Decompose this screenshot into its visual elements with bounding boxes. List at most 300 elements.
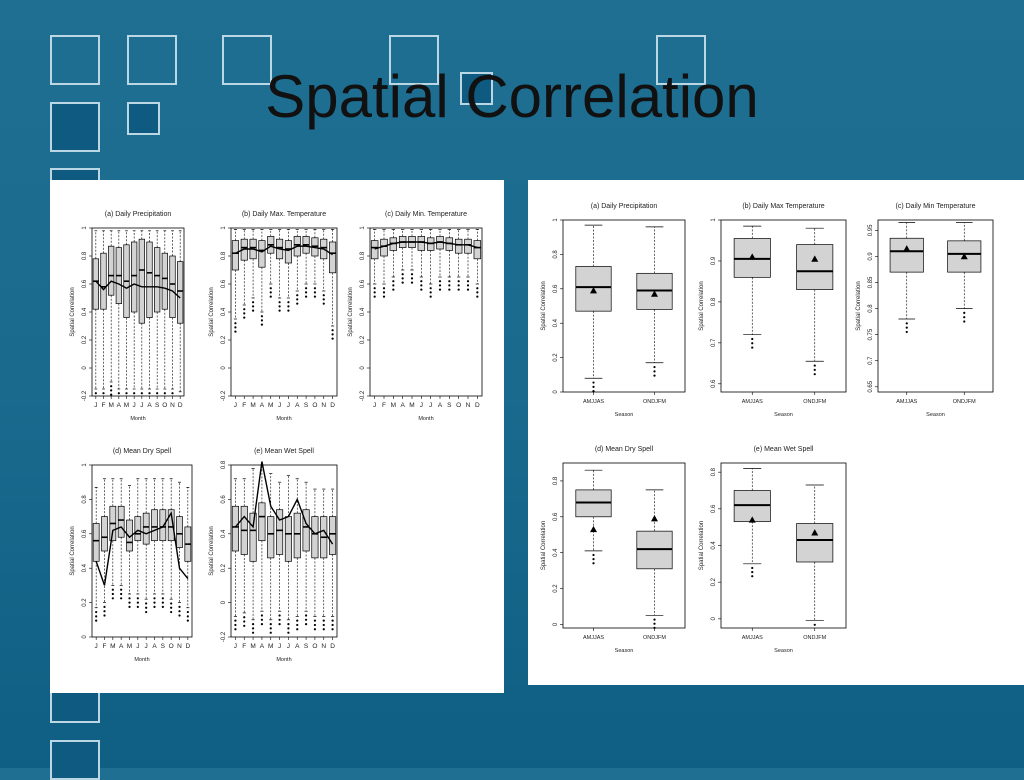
x-tick-label: J xyxy=(277,643,282,650)
outlier-point xyxy=(243,620,245,622)
outlier-point xyxy=(153,602,155,604)
chart-8 xyxy=(856,203,993,418)
y-tick-label: 0.6 xyxy=(221,279,227,289)
outlier-point xyxy=(120,593,122,595)
outlier-point xyxy=(112,593,114,595)
outlier-point xyxy=(278,619,280,621)
outlier-point xyxy=(243,312,245,314)
x-tick-label: M xyxy=(126,643,133,650)
box xyxy=(143,513,149,544)
outlier-point xyxy=(392,284,394,286)
outlier-point xyxy=(148,392,150,394)
outlier-point xyxy=(270,287,272,289)
outlier-point xyxy=(374,291,376,293)
y-axis-label: Spatial Correlation xyxy=(541,281,547,331)
y-tick-label: 0.7 xyxy=(868,356,874,365)
y-tick-label: 0 xyxy=(82,366,88,370)
y-tick-label: 0.8 xyxy=(711,297,717,307)
outlier-point xyxy=(906,327,908,329)
outlier-point xyxy=(814,364,816,366)
x-tick-label: A xyxy=(116,402,122,409)
outlier-point xyxy=(374,287,376,289)
y-tick-label: 0.6 xyxy=(711,379,717,388)
x-tick-label: AMJJAS xyxy=(741,399,763,405)
outlier-point xyxy=(128,606,130,608)
outlier-point xyxy=(963,316,965,318)
x-tick-label: D xyxy=(474,402,480,409)
chart-title: (c) Daily Min Temperature xyxy=(895,203,976,210)
chart-title: (d) Mean Dry Spell xyxy=(112,448,172,455)
x-tick-label: O xyxy=(162,402,168,409)
outlier-point xyxy=(110,394,112,396)
y-tick-label: 0.9 xyxy=(711,256,717,266)
y-tick-label: 1 xyxy=(360,226,366,230)
x-tick-label: M xyxy=(390,402,397,409)
y-tick-label: 0.8 xyxy=(82,495,88,504)
chart-title: (b) Daily Max Temperature xyxy=(742,203,825,210)
x-tick-label: A xyxy=(118,643,124,650)
outlier-point xyxy=(751,338,753,340)
x-tick-label: J xyxy=(286,402,291,409)
y-axis-label: Spatial Correlation xyxy=(348,287,354,337)
x-axis-label: Season xyxy=(614,648,634,654)
outlier-point xyxy=(402,277,404,279)
box xyxy=(160,510,166,541)
x-tick-label: O xyxy=(168,643,174,650)
y-tick-label: 0.9 xyxy=(868,252,874,261)
y-tick-label: 0.2 xyxy=(82,598,88,607)
x-tick-label: J xyxy=(429,402,433,409)
outlier-point xyxy=(314,291,316,293)
x-tick-label: J xyxy=(373,402,377,409)
y-tick-label: 0 xyxy=(553,622,559,627)
chart-6 xyxy=(541,203,685,418)
y-tick-label: -0.2 xyxy=(221,390,227,402)
x-tick-label: ONDJFM xyxy=(952,399,976,405)
outlier-point xyxy=(270,632,272,634)
outlier-point xyxy=(278,301,280,303)
y-tick-label: 0.6 xyxy=(221,495,227,504)
box xyxy=(232,506,238,551)
outlier-point xyxy=(323,298,325,300)
x-tick-label: D xyxy=(185,643,191,650)
box xyxy=(177,262,183,324)
outlier-point xyxy=(178,614,180,616)
y-axis-label: Spatial Correlation xyxy=(70,526,76,576)
y-tick-label: 0.65 xyxy=(868,380,874,393)
outlier-point xyxy=(392,289,394,291)
x-tick-label: N xyxy=(170,402,175,409)
y-tick-label: 1 xyxy=(711,218,717,222)
box xyxy=(139,239,145,323)
outlier-point xyxy=(305,291,307,293)
y-axis-label: Spatial Correlation xyxy=(70,287,76,337)
outlier-point xyxy=(103,614,105,616)
box xyxy=(371,241,378,259)
chart-title: (c) Daily Min. Temperature xyxy=(385,211,467,218)
box xyxy=(102,517,108,551)
x-tick-label: J xyxy=(94,643,98,650)
seasonal-charts-panel xyxy=(528,180,1024,685)
y-tick-label: 0.2 xyxy=(553,584,559,593)
outlier-point xyxy=(331,338,333,340)
outlier-point xyxy=(95,615,97,617)
outlier-point xyxy=(261,623,263,625)
outlier-point xyxy=(430,287,432,289)
y-tick-label: 0.8 xyxy=(553,476,559,486)
y-tick-label: 0.75 xyxy=(868,328,874,341)
outlier-point xyxy=(243,625,245,627)
outlier-point xyxy=(296,628,298,630)
outlier-point xyxy=(162,602,164,604)
y-tick-label: 0.4 xyxy=(82,564,88,573)
x-tick-label: J xyxy=(132,402,136,409)
y-tick-label: 0.7 xyxy=(711,338,717,348)
outlier-point xyxy=(323,294,325,296)
x-tick-label: F xyxy=(102,643,107,650)
outlier-point xyxy=(392,280,394,282)
y-tick-label: 1 xyxy=(221,226,227,230)
outlier-point xyxy=(252,310,254,312)
outlier-point xyxy=(145,611,147,613)
outlier-point xyxy=(402,273,404,275)
y-tick-label: 0.85 xyxy=(868,276,874,289)
outlier-point xyxy=(331,329,333,331)
x-tick-label: S xyxy=(160,643,166,650)
x-axis-label: Season xyxy=(774,412,793,418)
box xyxy=(93,523,99,561)
outlier-point xyxy=(331,620,333,622)
outlier-point xyxy=(164,392,166,394)
y-tick-label: 0 xyxy=(711,617,717,621)
y-tick-label: 0.4 xyxy=(553,548,559,557)
outlier-point xyxy=(153,597,155,599)
box xyxy=(312,517,318,558)
outlier-point xyxy=(314,287,316,289)
x-tick-label: N xyxy=(177,643,182,650)
box xyxy=(259,503,265,541)
outlier-point xyxy=(314,620,316,622)
outlier-point xyxy=(187,615,189,617)
x-tick-label: A xyxy=(147,402,152,409)
x-tick-label: J xyxy=(233,643,238,650)
x-tick-label: J xyxy=(136,643,140,650)
slide-title: Spatial Correlation xyxy=(265,63,759,130)
y-tick-label: 0 xyxy=(82,635,88,639)
y-tick-label: 0.8 xyxy=(868,304,874,313)
x-tick-label: M xyxy=(110,643,116,650)
box xyxy=(152,510,158,541)
box xyxy=(135,517,141,541)
outlier-point xyxy=(243,616,245,618)
outlier-point xyxy=(476,291,478,293)
y-tick-label: 0.2 xyxy=(82,335,88,345)
outlier-point xyxy=(156,392,158,394)
x-tick-label: J xyxy=(419,402,423,409)
outlier-point xyxy=(402,282,404,284)
outlier-point xyxy=(270,296,272,298)
y-tick-label: 0.4 xyxy=(221,307,227,317)
outlier-point xyxy=(751,575,753,577)
x-axis-label: Season xyxy=(614,412,634,418)
outlier-point xyxy=(314,296,316,298)
y-tick-label: 0.6 xyxy=(711,504,717,514)
box xyxy=(285,517,291,562)
x-axis-label: Month xyxy=(276,416,292,422)
y-tick-label: 1 xyxy=(82,226,88,230)
outlier-point xyxy=(287,632,289,634)
x-tick-label: AMJJAS xyxy=(896,399,918,405)
outlier-point xyxy=(110,389,112,391)
outlier-point xyxy=(261,324,263,326)
y-tick-label: 0 xyxy=(360,366,366,370)
x-tick-label: M xyxy=(268,402,274,409)
y-tick-label: 0.2 xyxy=(711,577,717,587)
outlier-point xyxy=(234,322,236,324)
outlier-point xyxy=(963,320,965,322)
x-tick-label: S xyxy=(303,402,309,409)
outlier-point xyxy=(103,606,105,608)
x-tick-label: F xyxy=(382,402,386,409)
y-tick-label: 0.4 xyxy=(221,529,227,538)
outlier-point xyxy=(112,597,114,599)
chart-title: (b) Daily Max. Temperature xyxy=(241,211,327,218)
chart-7 xyxy=(699,203,846,418)
outlier-point xyxy=(653,375,655,377)
chart-4 xyxy=(70,448,192,663)
y-tick-label: 0.4 xyxy=(82,307,88,317)
y-tick-label: 0.2 xyxy=(553,353,559,362)
box xyxy=(108,246,114,295)
y-tick-label: 0.4 xyxy=(711,541,717,550)
outlier-point xyxy=(287,301,289,303)
chart-title: (e) Mean Wet Spell xyxy=(254,448,314,455)
x-tick-label: M xyxy=(409,402,415,409)
outlier-point xyxy=(420,289,422,291)
outlier-point xyxy=(467,284,469,286)
y-tick-label: -0.2 xyxy=(221,631,227,643)
outlier-point xyxy=(234,620,236,622)
outlier-point xyxy=(261,319,263,321)
chart-title: (a) Daily Precipitation xyxy=(104,211,172,218)
outlier-point xyxy=(467,280,469,282)
outlier-point xyxy=(296,624,298,626)
y-tick-label: 0.4 xyxy=(553,319,559,328)
outlier-point xyxy=(439,284,441,286)
box xyxy=(285,241,291,263)
x-axis-label: Month xyxy=(418,416,434,422)
outlier-point xyxy=(141,392,143,394)
x-tick-label: J xyxy=(277,402,282,409)
monthly-boxplots xyxy=(50,180,504,693)
decorative-square xyxy=(50,740,100,780)
x-tick-label: N xyxy=(465,402,471,409)
outlier-point xyxy=(287,310,289,312)
x-tick-label: AMJJAS xyxy=(741,635,763,641)
outlier-point xyxy=(287,305,289,307)
y-axis-label: Spatial Correlation xyxy=(209,526,215,576)
outlier-point xyxy=(234,326,236,328)
outlier-point xyxy=(128,602,130,604)
y-tick-label: 0.4 xyxy=(360,307,366,317)
x-tick-label: O xyxy=(456,402,462,409)
outlier-point xyxy=(751,571,753,573)
outlier-point xyxy=(420,284,422,286)
outlier-point xyxy=(814,624,816,626)
outlier-point xyxy=(963,312,965,314)
box xyxy=(418,236,425,250)
y-axis-label: Spatial Correlation xyxy=(699,520,705,571)
outlier-point xyxy=(102,392,104,394)
outlier-point xyxy=(278,623,280,625)
outlier-point xyxy=(653,623,655,625)
y-tick-label: 0.6 xyxy=(82,529,88,538)
outlier-point xyxy=(153,606,155,608)
x-axis-label: Season xyxy=(926,412,945,418)
y-tick-label: 0.8 xyxy=(82,251,88,261)
outlier-point xyxy=(653,627,655,629)
box xyxy=(118,506,124,537)
outlier-point xyxy=(653,618,655,620)
outlier-point xyxy=(906,322,908,324)
outlier-point xyxy=(252,301,254,303)
x-tick-label: A xyxy=(259,402,265,409)
outlier-point xyxy=(95,620,97,622)
outlier-point xyxy=(411,282,413,284)
outlier-point xyxy=(653,366,655,368)
outlier-point xyxy=(331,628,333,630)
outlier-point xyxy=(170,611,172,613)
outlier-point xyxy=(592,386,594,388)
outlier-point xyxy=(125,392,127,394)
outlier-point xyxy=(458,280,460,282)
x-tick-label: F xyxy=(242,643,247,650)
outlier-point xyxy=(287,623,289,625)
outlier-point xyxy=(270,291,272,293)
y-axis-label: Spatial Correlation xyxy=(541,520,547,571)
box xyxy=(250,513,256,561)
box xyxy=(294,513,300,558)
x-tick-label: D xyxy=(330,643,335,650)
outlier-point xyxy=(170,607,172,609)
outlier-point xyxy=(592,558,594,560)
outlier-point xyxy=(383,291,385,293)
x-tick-label: A xyxy=(400,402,405,409)
box xyxy=(147,242,153,318)
outlier-point xyxy=(906,331,908,333)
outlier-point xyxy=(476,287,478,289)
outlier-point xyxy=(439,280,441,282)
x-tick-label: J xyxy=(286,643,291,650)
outlier-point xyxy=(243,308,245,310)
monthly-charts-panel xyxy=(50,180,504,693)
outlier-point xyxy=(178,610,180,612)
outlier-point xyxy=(270,627,272,629)
outlier-point xyxy=(751,567,753,569)
outlier-point xyxy=(261,619,263,621)
outlier-point xyxy=(430,296,432,298)
outlier-point xyxy=(458,284,460,286)
outlier-point xyxy=(278,305,280,307)
y-tick-label: 0 xyxy=(553,390,559,394)
x-tick-label: M xyxy=(268,643,274,650)
outlier-point xyxy=(383,287,385,289)
box xyxy=(797,245,833,290)
y-tick-label: 1 xyxy=(553,218,559,222)
x-tick-label: AMJJAS xyxy=(582,399,605,405)
outlier-point xyxy=(137,602,139,604)
x-tick-label: S xyxy=(154,402,160,409)
box xyxy=(154,248,160,312)
outlier-point xyxy=(430,291,432,293)
outlier-point xyxy=(120,589,122,591)
y-axis-label: Spatial Correlation xyxy=(856,281,862,331)
box xyxy=(162,253,168,309)
x-tick-label: F xyxy=(101,402,106,409)
x-tick-label: F xyxy=(242,402,247,409)
outlier-point xyxy=(751,342,753,344)
outlier-point xyxy=(95,392,97,394)
outlier-point xyxy=(252,623,254,625)
outlier-point xyxy=(323,628,325,630)
outlier-point xyxy=(476,296,478,298)
outlier-point xyxy=(305,623,307,625)
outlier-point xyxy=(592,554,594,556)
seasonal-boxplots xyxy=(528,180,1024,685)
outlier-point xyxy=(118,392,120,394)
outlier-point xyxy=(374,296,376,298)
box xyxy=(329,242,335,273)
outlier-point xyxy=(287,627,289,629)
outlier-point xyxy=(296,298,298,300)
outlier-point xyxy=(234,624,236,626)
outlier-point xyxy=(467,289,469,291)
x-tick-label: A xyxy=(295,643,300,650)
outlier-point xyxy=(314,628,316,630)
outlier-point xyxy=(252,627,254,629)
outlier-point xyxy=(448,289,450,291)
x-tick-label: J xyxy=(144,643,148,650)
x-tick-label: S xyxy=(447,402,452,409)
outlier-point xyxy=(162,606,164,608)
outlier-point xyxy=(171,392,173,394)
outlier-point xyxy=(162,597,164,599)
x-tick-label: D xyxy=(177,402,183,409)
outlier-point xyxy=(234,628,236,630)
box xyxy=(170,256,176,318)
outlier-point xyxy=(187,611,189,613)
box xyxy=(474,241,481,259)
x-tick-label: A xyxy=(295,402,300,409)
outlier-point xyxy=(420,280,422,282)
y-tick-label: 0.2 xyxy=(221,335,227,345)
outlier-point xyxy=(592,390,594,392)
chart-3 xyxy=(348,211,482,422)
y-tick-label: 1 xyxy=(82,463,88,467)
outlier-point xyxy=(323,303,325,305)
chart-10 xyxy=(699,446,846,654)
outlier-point xyxy=(270,623,272,625)
x-tick-label: D xyxy=(330,402,335,409)
x-tick-label: ONDJFM xyxy=(643,399,666,405)
chart-5 xyxy=(209,448,337,663)
outlier-point xyxy=(383,296,385,298)
outlier-point xyxy=(751,346,753,348)
x-tick-label: J xyxy=(233,402,238,409)
chart-title: (a) Daily Precipitation xyxy=(590,203,658,210)
y-tick-label: 0.6 xyxy=(360,279,366,289)
y-tick-label: 0.6 xyxy=(553,284,559,293)
